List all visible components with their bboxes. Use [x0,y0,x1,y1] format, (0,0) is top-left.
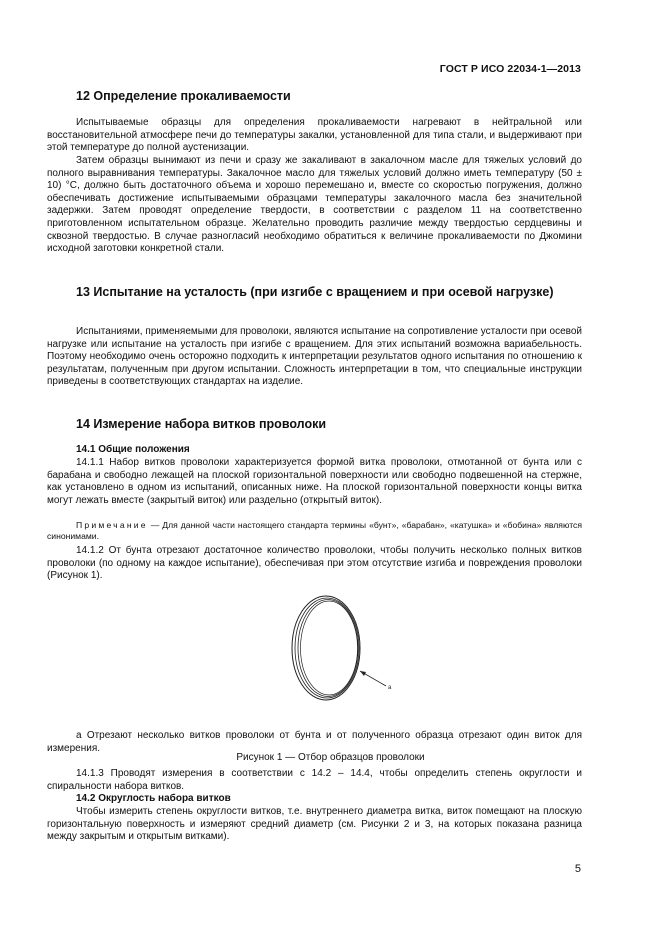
section-13-title: 13 Испытание на усталость (при изгибе с вращением и при осевой нагрузке) [76,285,554,299]
note-text: — Для данной части настоящего стандарта термины «бунт», «барабан», «катушка» и «бобина» являются синонимами. [47,520,582,541]
paragraph-14-1-2: 14.1.2 От бунта отрезают достаточное количество проволоки, чтобы получить несколько полных витков проволоки (по одному на каждое испытание), обеспечивая при этом отсутствие изгиба и повреждения проволоки (Рисунок 1). [47,545,582,582]
standard-number: ГОСТ Р ИСО 22034-1—2013 [439,63,581,75]
figure-caption: Рисунок 1 — Отбор образцов проволоки [236,752,425,763]
wire-coil-figure [276,590,426,705]
figure-legend: a Отрезают несколько витков проволоки от бунта и от полученного образца отрезают один виток для измерения. [47,730,582,754]
paragraph-14-2: Чтобы измерить степень округлости витков, т.е. внутреннего диаметра витка, виток помещают на плоскую горизонтальную поверхность и измеряют средний диаметр (см. Рисунки 2 и 3, на которых показана разница между закрытым и открытым витками). [47,806,582,843]
arrow-head-icon [360,671,366,676]
section-12-paragraph-1: Испытываемые образцы для определения прокаливаемости нагревают в нейтральной или восстановительной атмосфере печи до температуры закалки, установленной для типа стали, и выдерживают при этой температуре до полной аустенизации. [47,117,582,154]
note [47,520,582,542]
section-12-paragraph-2: Затем образцы вынимают из печи и сразу же закаливают в закалочном масле для тяжелых условий до полного выравнивания температуры. Закалочное масло для тяжелых условий должно иметь температуру (50 ± 10) °C, должно быть достаточного объема и хорошо перемешано и, вместе со скоростью погружения, должно обеспечивать достижение испытываемыми образцами температуры закалочного масла без значительной задержки. Затем проводят определение твердости, в соответствии с разделом 11 на соответственно приготовленном испытательном образце. Желательно проводить различие между твердостью сердцевины и сквозной твердостью. В случае разногласий необходимо обратиться к величине прокаливаемости по Джомини исходной заготовки конкретной стали. [47,155,582,255]
section-13-paragraph-1: Испытаниями, применяемыми для проволоки, являются испытание на сопротивление усталости при осевой нагрузке или испытание на усталость при изгибе с вращением. Для этих испытаний возможна вариабельность. Поэтому необходимо очень осторожно подходить к интерпретации результатов одного испытания по отношению к результатам, полученным при другом испытании. Сложность интерпретации в том, что специальные инструкции приведены в соответствующих стандартах на изделие. [47,326,582,388]
note-label: Примечание [76,520,148,530]
section-12-title: 12 Определение прокаливаемости [76,89,291,103]
paragraph-14-1-1: 14.1.1 Набор витков проволоки характеризуется формой витка проволоки, отмотанной от бунта или с барабана и свободно лежащей на плоской горизонтальной поверхности или свободно подвешенной на стержне, как установлено в одном из испытаний, описанных ниже. На плоской горизонтальной поверхности концы витка могут лежать вместе (закрытый виток) или раздельно (открытый виток). [47,457,582,506]
paragraph-14-1-3: 14.1.3 Проводят измерения в соответствии с 14.2 – 14.4, чтобы определить степень округлости и спиральности набора витков. [47,768,582,792]
section-14-title: 14 Измерение набора витков проволоки [76,417,327,431]
page-number: 5 [574,863,581,875]
subsection-14-1-title: 14.1 Общие положения [76,444,190,455]
figure-callout-label: a [388,685,392,691]
subsection-14-2-title: 14.2 Округлость набора витков [76,793,231,804]
